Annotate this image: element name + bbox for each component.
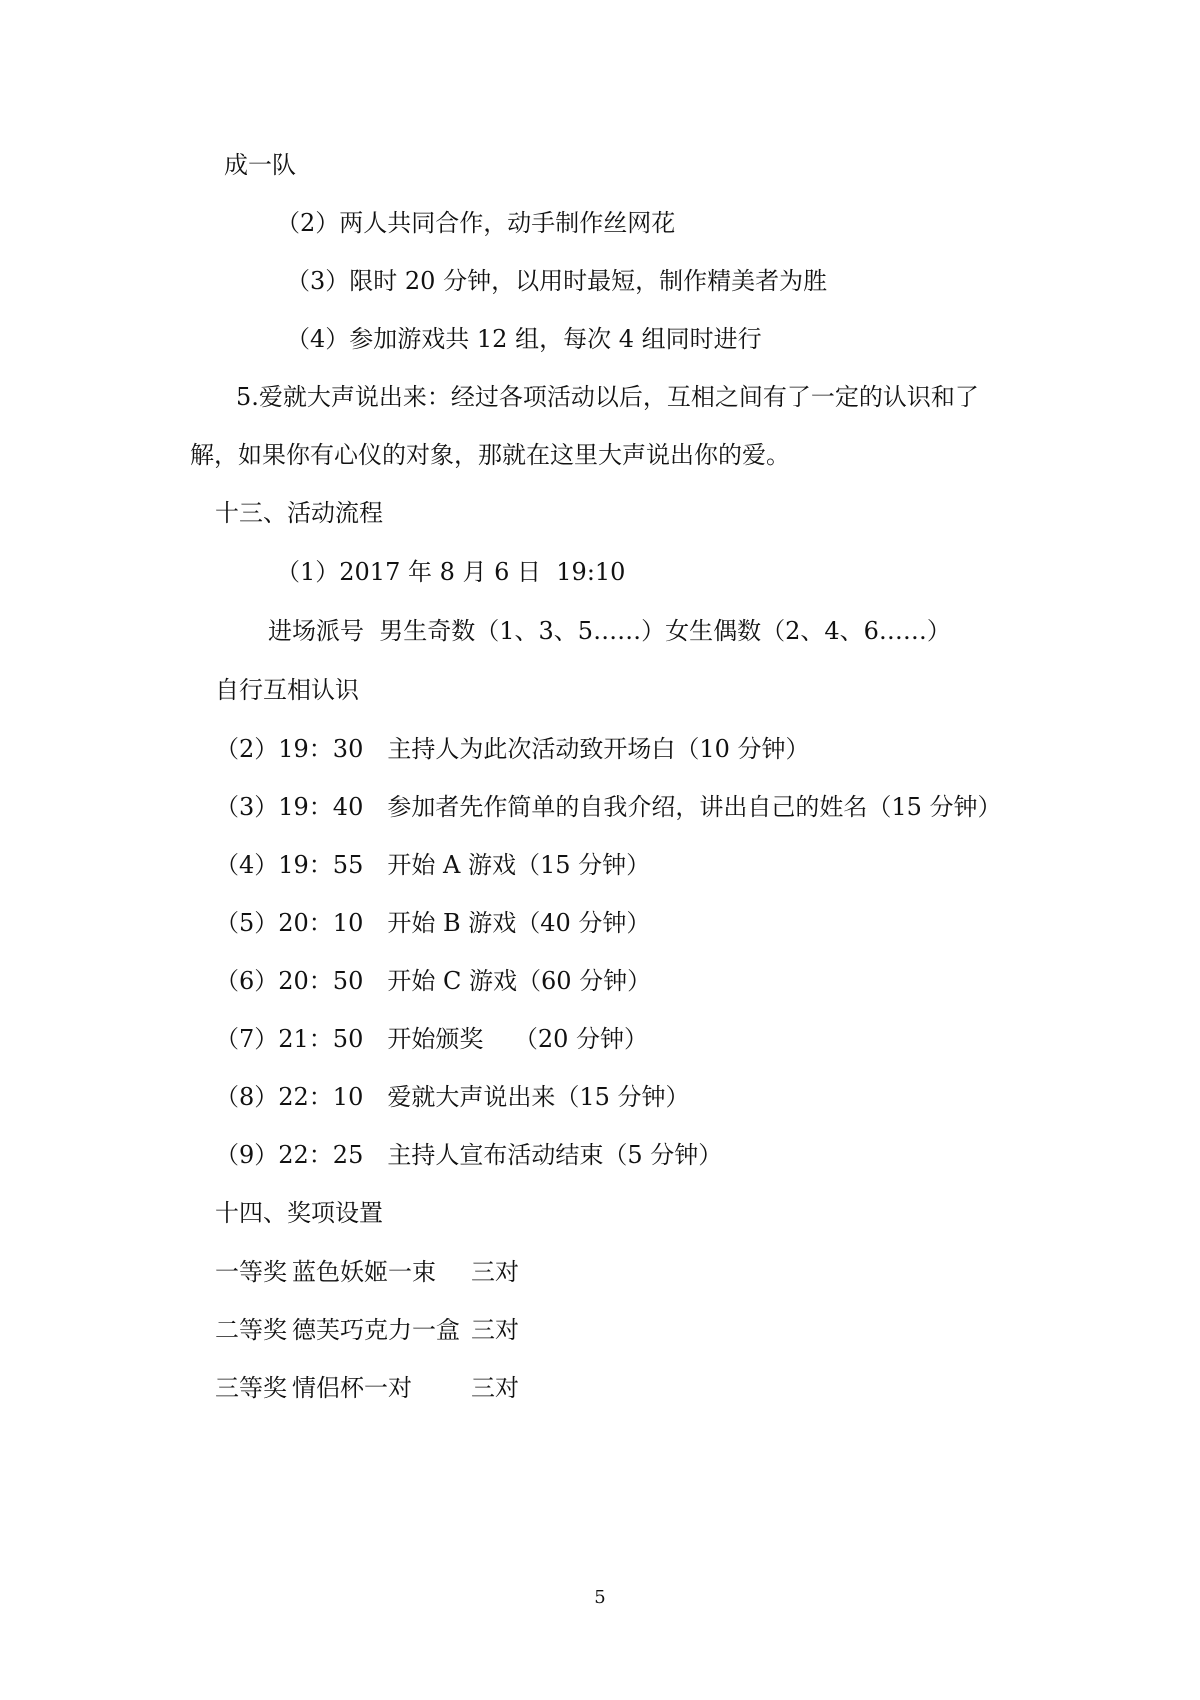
schedule-desc: 开始 B 游戏（40 分钟） xyxy=(387,909,651,937)
section-heading: 十三、活动流程 xyxy=(215,499,383,527)
award-quantity: 三对 xyxy=(471,1374,519,1402)
text-line: 解，如果你有心仪的对象，那就在这里大声说出你的爱。 xyxy=(190,441,790,469)
award-row xyxy=(215,1315,287,1345)
schedule-time: （2）19：30 xyxy=(215,735,364,763)
text-line: （2）两人共同合作，动手制作丝网花 xyxy=(276,209,676,237)
schedule-time: （8）22：10 xyxy=(215,1083,364,1111)
text-line: （3）限时 20 分钟，以用时最短，制作精美者为胜 xyxy=(286,267,828,295)
schedule-item xyxy=(215,1024,648,1054)
schedule-item: （1）2017 年 8 月 6 日 19:10 xyxy=(276,558,626,586)
text-line: 5.爱就大声说出来：经过各项活动以后，互相之间有了一定的认识和了 xyxy=(236,383,979,411)
schedule-time: （9）22：25 xyxy=(215,1141,364,1169)
award-row xyxy=(215,1373,287,1403)
schedule-time: （5）20：10 xyxy=(215,909,364,937)
schedule-time: （4）19：55 xyxy=(215,851,364,879)
schedule-item xyxy=(215,1082,690,1112)
award-prize: 情侣杯一对 xyxy=(292,1374,412,1402)
schedule-item xyxy=(215,792,1002,822)
award-rank: 三等奖 xyxy=(215,1374,287,1402)
schedule-desc: 开始 C 游戏（60 分钟） xyxy=(387,967,652,995)
schedule-desc: 开始颁奖 （20 分钟） xyxy=(387,1025,649,1053)
award-prize: 蓝色妖姬一束 xyxy=(292,1258,436,1286)
schedule-item xyxy=(215,734,810,764)
award-quantity: 三对 xyxy=(471,1258,519,1286)
schedule-time: （6）20：50 xyxy=(215,967,364,995)
award-prize: 德芙巧克力一盒 xyxy=(292,1316,460,1344)
schedule-item xyxy=(215,1140,722,1170)
schedule-desc: 主持人宣布活动结束（5 分钟） xyxy=(387,1141,723,1169)
schedule-item-note: 自行互相认识 xyxy=(215,676,359,704)
schedule-item xyxy=(215,908,650,938)
schedule-desc: 参加者先作简单的自我介绍，讲出自己的姓名（15 分钟） xyxy=(387,793,1002,821)
schedule-time: （3）19：40 xyxy=(215,793,364,821)
award-rank: 一等奖 xyxy=(215,1258,287,1286)
schedule-desc: 爱就大声说出来（15 分钟） xyxy=(387,1083,690,1111)
award-quantity: 三对 xyxy=(471,1316,519,1344)
page-number: 5 xyxy=(594,1587,606,1608)
text-line: （4）参加游戏共 12 组，每次 4 组同时进行 xyxy=(286,325,762,353)
schedule-item-detail: 进场派号 男生奇数（1、3、5……）女生偶数（2、4、6……） xyxy=(268,617,951,645)
section-heading: 十四、奖项设置 xyxy=(215,1199,383,1227)
award-row xyxy=(215,1257,287,1287)
schedule-time: （7）21：50 xyxy=(215,1025,364,1053)
text-line: 成一队 xyxy=(224,151,296,179)
schedule-item xyxy=(215,850,650,880)
schedule-desc: 开始 A 游戏（15 分钟） xyxy=(387,851,651,879)
schedule-desc: 主持人为此次活动致开场白（10 分钟） xyxy=(387,735,810,763)
award-rank: 二等奖 xyxy=(215,1316,287,1344)
schedule-item xyxy=(215,966,651,996)
